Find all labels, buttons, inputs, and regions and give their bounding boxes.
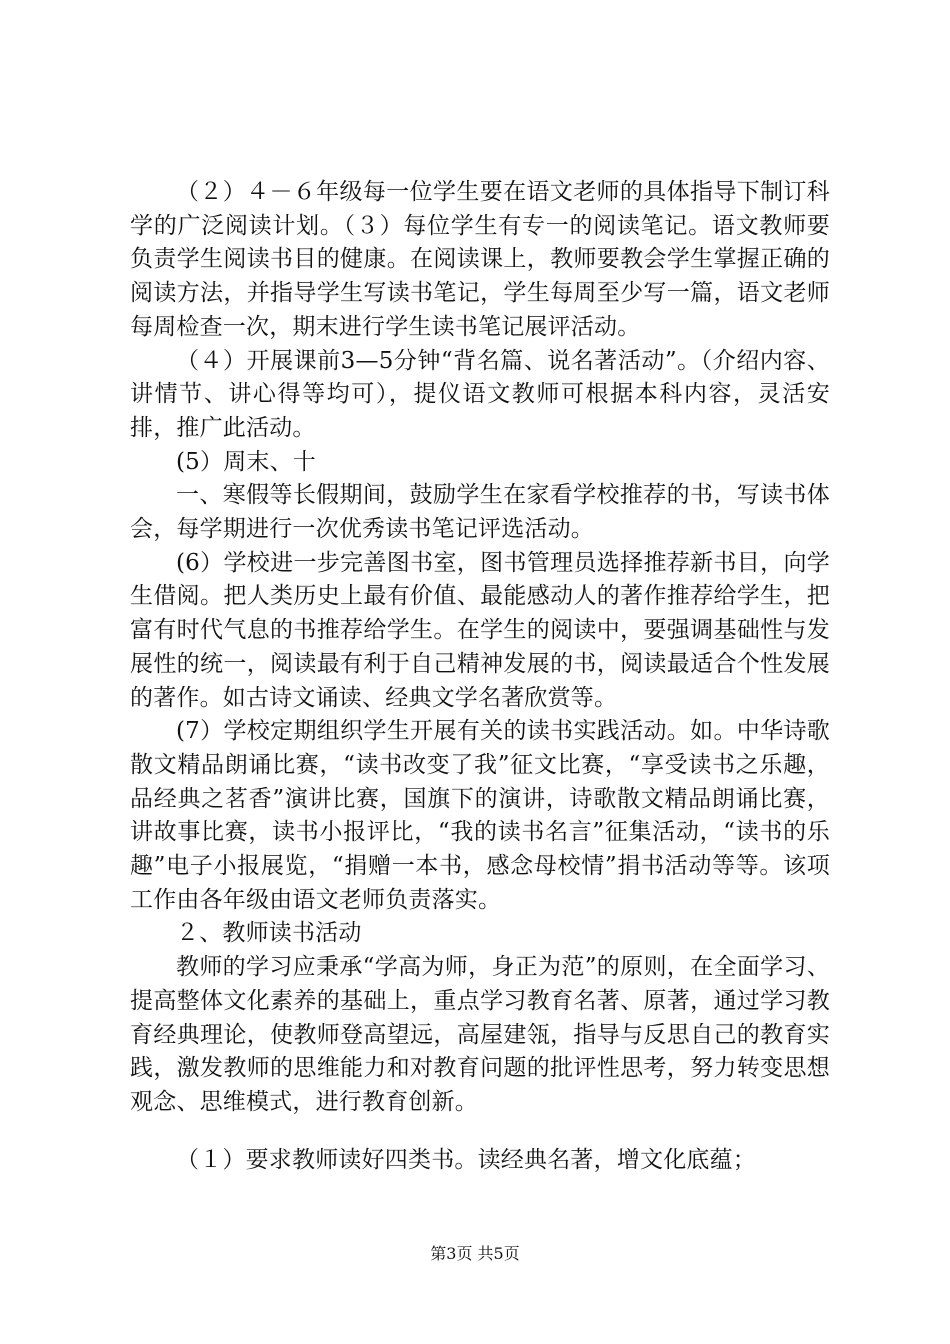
paragraph-four-types-of-books: （１）要求教师读好四类书。读经典名著，增文化底蕴； — [176, 1146, 756, 1173]
paragraph-library: (6）学校进一步完善图书室，图书管理员选择推荐新书目，向学生借阅。把人类历史上最有价值、最能感动人的著作推荐给学生，把富有时代气息的书推荐给学生。在学生的阅读中，要强调基础性与发展性的统一，阅读最有利于自己精神发展的书，阅读最适合个性发展的著作。如古诗文诵读、经典文学名著欣赏等。 — [130, 549, 830, 711]
paragraph-weekend: (5）周末、十 — [176, 448, 317, 475]
page-number-footer: 第3页 共5页 — [430, 1244, 520, 1263]
paragraph-holiday-reading: 一、寒假等长假期间，鼓励学生在家看学校推荐的书，写读书体会，每学期进行一次优秀读书笔记评选活动。 — [130, 482, 830, 543]
paragraph-reading-plan: （２）４－６年级每一位学生要在语文老师的具体指导下制订科学的广泛阅读计划。（３）每位学生有专一的阅读笔记。语文教师要负责学生阅读书目的健康。在阅读课上，教师要教会学生掌握正确的阅读方法，并指导学生写读书笔记，学生每周至少写一篇，语文老师每周检查一次，期末进行学生读书笔记展评活动。 — [130, 179, 830, 340]
paragraph-teacher-learning: 教师的学习应秉承“学高为师，身正为范”的原则，在全面学习、提高整体文化素养的基础上，重点学习教育名著、原著，通过学习教育经典理论，使教师登高望远，高屋建瓴，指导与反思自己的教育实践，激发教师的思维能力和对教育问题的批评性思考，努力转变思想观念、思维模式，进行教育创新。 — [130, 954, 830, 1115]
document-body — [130, 176, 830, 1177]
section-heading-teacher-reading: ２、教师读书活动 — [176, 920, 362, 947]
paragraph-pre-class-activity: （４）开展课前3—5分钟“背名篇、说名著活动”。（介绍内容、讲情节、讲心得等均可），提仪语文教师可根据本科内容，灵活安排，推广此活动。 — [130, 347, 830, 441]
paragraph-reading-activities: (7）学校定期组织学生开展有关的读书实践活动。如。中华诗歌散文精品朗诵比赛，“读书改变了我”征文比赛，“享受读书之乐趣，品经典之茗香”演讲比赛，国旗下的演讲，诗歌散文精品朗诵比赛，讲故事比赛，读书小报评比，“我的读书名言”征集活动，“读书的乐趣”电子小报展览，“捐赠一本书，感念母校情”捐书活动等等。该项工作由各年级由语文老师负责落实。 — [130, 718, 830, 913]
